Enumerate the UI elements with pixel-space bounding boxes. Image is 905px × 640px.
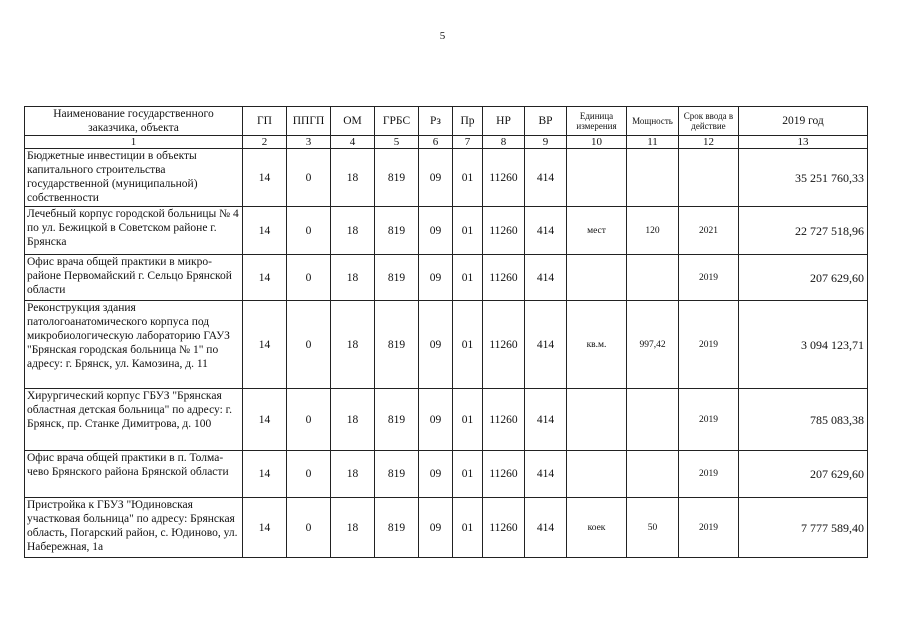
unit-cell — [567, 149, 627, 207]
header-ppgp: ППГП — [287, 107, 331, 136]
vr-cell: 414 — [525, 301, 567, 389]
deadline-cell: 2019 — [679, 389, 739, 451]
table-row — [25, 207, 868, 255]
header-rz: Рз — [419, 107, 453, 136]
pr-cell: 01 — [453, 301, 483, 389]
pr-cell: 01 — [453, 149, 483, 207]
column-number: 11 — [627, 136, 679, 149]
rz-cell: 09 — [419, 389, 453, 451]
unit-cell — [567, 255, 627, 301]
ppgp-cell: 0 — [287, 451, 331, 498]
capacity-cell — [627, 451, 679, 498]
header-deadline: Срок ввода в действие — [679, 107, 739, 136]
om-cell: 18 — [331, 451, 375, 498]
header-gp: ГП — [243, 107, 287, 136]
column-number: 6 — [419, 136, 453, 149]
table-row — [25, 255, 868, 301]
unit-cell: мест — [567, 207, 627, 255]
gp-cell: 14 — [243, 498, 287, 558]
grbs-cell: 819 — [375, 498, 419, 558]
column-number: 3 — [287, 136, 331, 149]
amount-cell: 7 777 589,40 — [739, 498, 868, 558]
gp-cell: 14 — [243, 301, 287, 389]
capacity-cell — [627, 149, 679, 207]
header-unit: Единица измерения — [567, 107, 627, 136]
nr-cell: 11260 — [483, 498, 525, 558]
amount-cell: 35 251 760,33 — [739, 149, 868, 207]
deadline-cell — [679, 149, 739, 207]
header-row — [25, 107, 868, 136]
om-cell: 18 — [331, 207, 375, 255]
header-pr: Пр — [453, 107, 483, 136]
amount-cell: 22 727 518,96 — [739, 207, 868, 255]
capacity-cell: 997,42 — [627, 301, 679, 389]
nr-cell: 11260 — [483, 389, 525, 451]
grbs-cell: 819 — [375, 149, 419, 207]
amount-cell: 3 094 123,71 — [739, 301, 868, 389]
column-number: 8 — [483, 136, 525, 149]
object-name: Хирургический корпус ГБУЗ "Брянская областная детская больница" по адресу: г. Брянск, пр. Станке Димитрова, д. 100 — [25, 389, 243, 451]
grbs-cell: 819 — [375, 389, 419, 451]
deadline-cell: 2019 — [679, 451, 739, 498]
nr-cell: 11260 — [483, 255, 525, 301]
header-om: ОМ — [331, 107, 375, 136]
column-number: 1 — [25, 136, 243, 149]
vr-cell: 414 — [525, 451, 567, 498]
om-cell: 18 — [331, 389, 375, 451]
om-cell: 18 — [331, 149, 375, 207]
rz-cell: 09 — [419, 451, 453, 498]
ppgp-cell: 0 — [287, 498, 331, 558]
grbs-cell: 819 — [375, 451, 419, 498]
column-number: 10 — [567, 136, 627, 149]
amount-cell: 207 629,60 — [739, 255, 868, 301]
vr-cell: 414 — [525, 207, 567, 255]
ppgp-cell: 0 — [287, 389, 331, 451]
om-cell: 18 — [331, 498, 375, 558]
table-row — [25, 301, 868, 389]
deadline-cell: 2019 — [679, 255, 739, 301]
capacity-cell — [627, 255, 679, 301]
rz-cell: 09 — [419, 149, 453, 207]
pr-cell: 01 — [453, 389, 483, 451]
ppgp-cell: 0 — [287, 301, 331, 389]
pr-cell: 01 — [453, 451, 483, 498]
rz-cell: 09 — [419, 207, 453, 255]
unit-cell: кв.м. — [567, 301, 627, 389]
gp-cell: 14 — [243, 451, 287, 498]
om-cell: 18 — [331, 255, 375, 301]
deadline-cell: 2019 — [679, 301, 739, 389]
gp-cell: 14 — [243, 389, 287, 451]
object-name: Офис врача общей практики в п. Толма-чево Брянского района Брянской области — [25, 451, 243, 498]
rz-cell: 09 — [419, 255, 453, 301]
vr-cell: 414 — [525, 255, 567, 301]
object-name: Офис врача общей практики в микро-районе Первомайский г. Сельцо Брянской области — [25, 255, 243, 301]
capacity-cell — [627, 389, 679, 451]
header-name: Наименование государственного заказчика, объекта — [25, 107, 243, 136]
page-number: 5 — [439, 30, 446, 42]
table-row — [25, 451, 868, 498]
unit-cell: коек — [567, 498, 627, 558]
object-name: Бюджетные инвестиции в объекты капитального строительства государственной (муниципальной) собственности — [25, 149, 243, 207]
pr-cell: 01 — [453, 207, 483, 255]
nr-cell: 11260 — [483, 451, 525, 498]
header-nr: НР — [483, 107, 525, 136]
amount-cell: 785 083,38 — [739, 389, 868, 451]
table-row — [25, 498, 868, 558]
column-number: 12 — [679, 136, 739, 149]
table-row — [25, 389, 868, 451]
rz-cell: 09 — [419, 498, 453, 558]
column-number-row — [25, 136, 868, 149]
deadline-cell: 2019 — [679, 498, 739, 558]
object-name: Пристройка к ГБУЗ "Юдиновская участковая больница" по адресу: Брянская область, Погарский район, с. Юдиново, ул. Набережная, 1а — [25, 498, 243, 558]
unit-cell — [567, 389, 627, 451]
object-name: Реконструкция здания патологоанатомического корпуса под микробиологическую лабораторию ГАУЗ "Брянская городская больница № 1" по адресу: г. Брянск, ул. Камозина, д. 11 — [25, 301, 243, 389]
column-number: 5 — [375, 136, 419, 149]
column-number: 4 — [331, 136, 375, 149]
column-number: 7 — [453, 136, 483, 149]
gp-cell: 14 — [243, 207, 287, 255]
nr-cell: 11260 — [483, 207, 525, 255]
deadline-cell: 2021 — [679, 207, 739, 255]
nr-cell: 11260 — [483, 301, 525, 389]
om-cell: 18 — [331, 301, 375, 389]
capacity-cell: 120 — [627, 207, 679, 255]
pr-cell: 01 — [453, 498, 483, 558]
gp-cell: 14 — [243, 255, 287, 301]
rz-cell: 09 — [419, 301, 453, 389]
column-number: 13 — [739, 136, 868, 149]
grbs-cell: 819 — [375, 207, 419, 255]
ppgp-cell: 0 — [287, 255, 331, 301]
nr-cell: 11260 — [483, 149, 525, 207]
ppgp-cell: 0 — [287, 149, 331, 207]
ppgp-cell: 0 — [287, 207, 331, 255]
amount-cell: 207 629,60 — [739, 451, 868, 498]
unit-cell — [567, 451, 627, 498]
header-year: 2019 год — [739, 107, 868, 136]
header-capacity: Мощность — [627, 107, 679, 136]
column-number: 9 — [525, 136, 567, 149]
vr-cell: 414 — [525, 498, 567, 558]
header-grbs: ГРБС — [375, 107, 419, 136]
pr-cell: 01 — [453, 255, 483, 301]
investment-table — [24, 106, 868, 558]
vr-cell: 414 — [525, 149, 567, 207]
vr-cell: 414 — [525, 389, 567, 451]
column-number: 2 — [243, 136, 287, 149]
grbs-cell: 819 — [375, 255, 419, 301]
gp-cell: 14 — [243, 149, 287, 207]
header-vr: ВР — [525, 107, 567, 136]
object-name: Лечебный корпус городской больницы № 4 по ул. Бежицкой в Советском районе г. Брянска — [25, 207, 243, 255]
capacity-cell: 50 — [627, 498, 679, 558]
grbs-cell: 819 — [375, 301, 419, 389]
table-row — [25, 149, 868, 207]
